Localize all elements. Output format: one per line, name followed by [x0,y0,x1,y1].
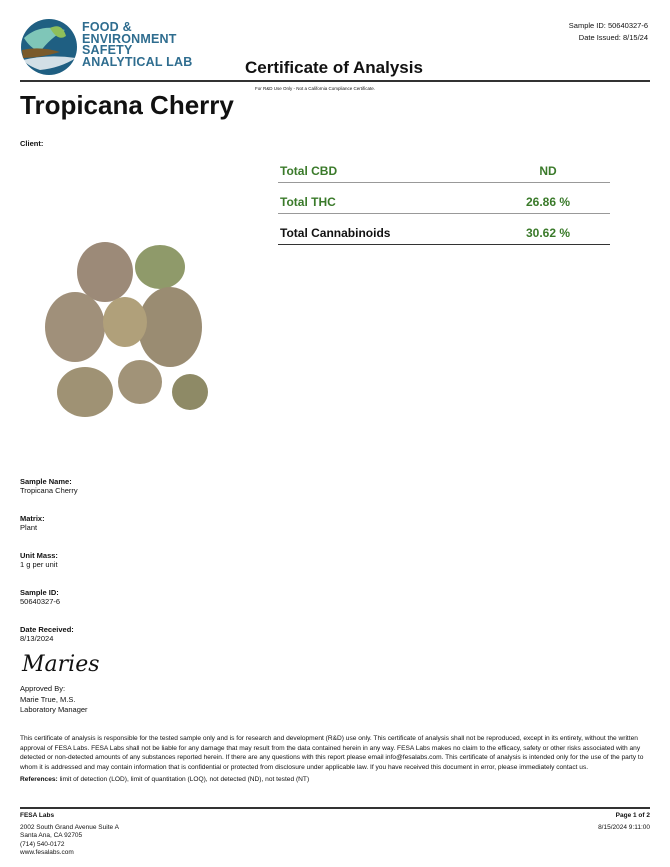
summary-name: Total Cannabinoids [280,226,391,240]
references-text: limit of detection (LOD), limit of quantitation (LOQ), not detected (ND), not tested (NT) [57,776,310,783]
summary-value: 30.62 % [525,226,571,240]
subtitle: For R&D Use Only - Not a California Compliance Certificate. [255,86,376,91]
disclaimer [20,734,652,785]
product-photo [30,232,220,427]
signature: Maries [22,652,100,677]
disclaimer-text: This certificate of analysis is responsible for the tested sample only and is for research and development (R&D) use only. This certificate of analysis shall not be reproduced, except in its entirety, without the written approval of FESA Labs. FESA Labs shall not be liable for any damage that may result from the data contained herein in any way. FESA Labs makes no claim to the efficacy, safety or other risks associated with any detected or non-detected amounts of any substances reported herein. If there are any questions with this report please email info@fesalabs.com. This certificate of analysis is intended only for the use of the party to whom it is addressed and may contain information that is confidential or protected from disclosure under applicable law. If you have received this document in error, please immediately contact us. [20,735,644,771]
detail-value: 1 g per unit [20,560,58,569]
detail-value: Tropicana Cherry [20,486,78,495]
summary-name: Total CBD [280,164,338,178]
detail-value: Plant [20,523,38,532]
document-title: Certificate of Analysis [245,58,423,77]
summary-row-thc [278,191,610,214]
header-meta [569,20,648,44]
summary-value: 26.86 % [525,195,571,209]
summary-name: Total THC [280,195,336,209]
footer-address [20,812,119,858]
detail-label: Unit Mass: [20,551,58,560]
address-line: 2002 South Grand Avenue Suite A [20,823,119,831]
client-label: Client: [20,139,44,148]
approval-block [20,684,88,716]
phone: (714) 540-0172 [20,840,65,848]
company-name: FESA Labs [20,812,55,819]
date-issued: Date Issued: 8/15/24 [578,33,648,42]
summary-row-total [278,222,610,245]
divider [20,80,650,82]
summary-row-cbd [278,160,610,183]
logo-line: ANALYTICAL LAB [82,54,193,69]
approver-title: Laboratory Manager [20,705,88,714]
page-number: Page 1 of 2 [615,812,650,819]
detail-label: Matrix: [20,514,45,523]
detail-value: 8/13/2024 [20,634,54,643]
approved-by-label: Approved By: [20,684,66,693]
detail-label: Date Received: [20,625,74,634]
logo-line: ENVIRONMENT [82,31,177,46]
print-timestamp: 8/15/2024 9:11:00 [598,823,650,831]
footer-divider [20,807,650,809]
product-name: Tropicana Cherry [20,90,234,120]
detail-label: Sample ID: [20,588,59,597]
footer-page-info [598,812,650,832]
detail-value: 50640327-6 [20,597,61,606]
logo-text [82,22,192,68]
address-line: Santa Ana, CA 92705 [20,832,83,839]
summary-value: ND [539,164,557,178]
sample-id: Sample ID: 50640327-6 [568,21,648,30]
logo-line: SAFETY [82,43,133,57]
sample-details [20,477,78,662]
approver-name: Marie True, M.S. [20,694,76,704]
fesa-logo-icon [20,18,78,76]
logo-line: FOOD & [82,20,132,34]
detail-label: Sample Name: [20,477,72,486]
website-link[interactable]: www.fesalabs.com [20,849,74,856]
references-label: References: [20,776,58,783]
